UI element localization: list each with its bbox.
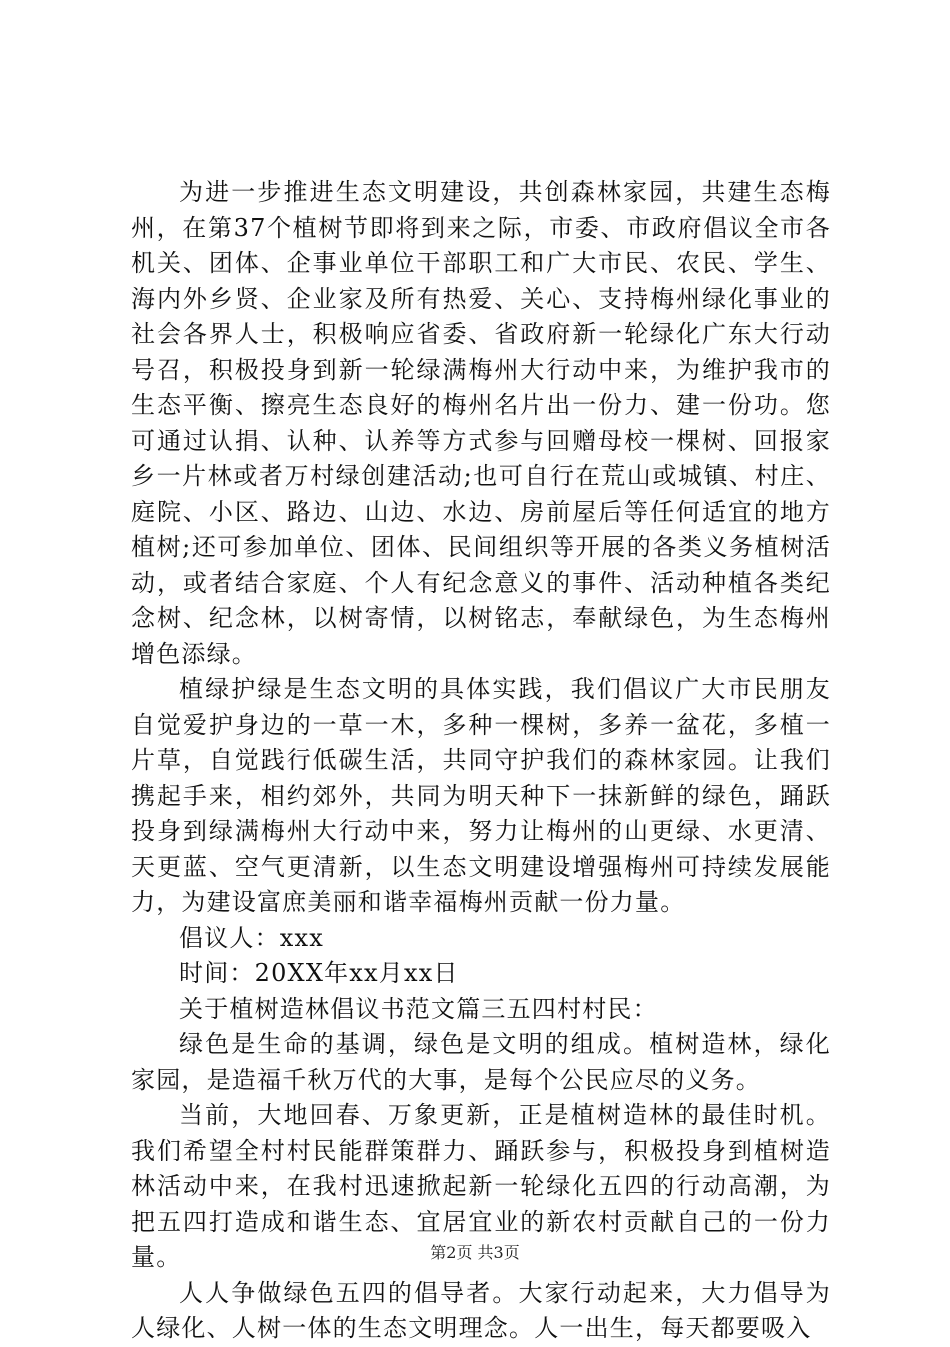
- paragraph-2: 植绿护绿是生态文明的具体实践，我们倡议广大市民朋友自觉爱护身边的一草一木，多种一棵树，多养一盆花，多植一片草，自觉践行低碳生活，共同守护我们的森林家园。让我们携起手来，相约郊外，共同为明天种下一抹新鲜的绿色，踊跃投身到绿满梅州大行动中来，努力让梅州的山更绿、水更清、天更蓝、空气更清新，以生态文明建设增强梅州可持续发展能力，为建设富庶美丽和谐幸福梅州贡献一份力量。: [131, 675, 831, 916]
- paragraph-5: 人人争做绿色五四的倡导者。大家行动起来，大力倡导为人绿化、人树一体的生态文明理念。人一出生，每天都要吸入: [131, 1278, 831, 1342]
- paragraph-1: 为进一步推进生态文明建设，共创森林家园，共建生态梅州，在第37个植树节即将到来之际，市委、市政府倡议全市各机关、团体、企事业单位干部职工和广大市民、农民、学生、海内外乡贤、企业家及所有热爱、关心、支持梅州绿化事业的社会各界人士，积极响应省委、省政府新一轮绿化广东大行动号召，积极投身到新一轮绿满梅州大行动中来，为维护我市的生态平衡、擦亮生态良好的梅州名片出一份力、建一份功。您可通过认捐、认种、认养等方式参与回赠母校一棵树、回报家乡一片林或者万村绿创建活动;也可自行在荒山或城镇、村庄、庭院、小区、路边、山边、水边、房前屋后等任何适宜的地方植树;还可参加单位、团体、民间组织等开展的各类义务植树活动，或者结合家庭、个人有纪念意义的事件、活动种植各类纪念树、纪念林，以树寄情，以树铭志，奉献绿色，为生态梅州增色添绿。: [131, 178, 831, 668]
- paragraph-4: 当前，大地回春、万象更新，正是植树造林的最佳时机。我们希望全村村民能群策群力、踊跃参与，积极投身到植树造林活动中来，在我村迅速掀起新一轮绿化五四的行动高潮，为把五四打造成和谐生态、宜居宜业的新农村贡献自己的一份力量。: [131, 1101, 831, 1271]
- date-line: 时间：20XX年xx月xx日: [179, 959, 459, 987]
- paragraph-3: 绿色是生命的基调，绿色是文明的组成。植树造林，绿化家园，是造福千秋万代的大事，是每个公民应尽的义务。: [131, 1030, 831, 1094]
- proposer-line: 倡议人：xxx: [179, 923, 325, 952]
- page-footer: 第2页 共3页: [430, 1243, 520, 1262]
- section-heading: 关于植树造林倡议书范文篇三五四村村民：: [179, 994, 658, 1023]
- document-body: [131, 175, 831, 1347]
